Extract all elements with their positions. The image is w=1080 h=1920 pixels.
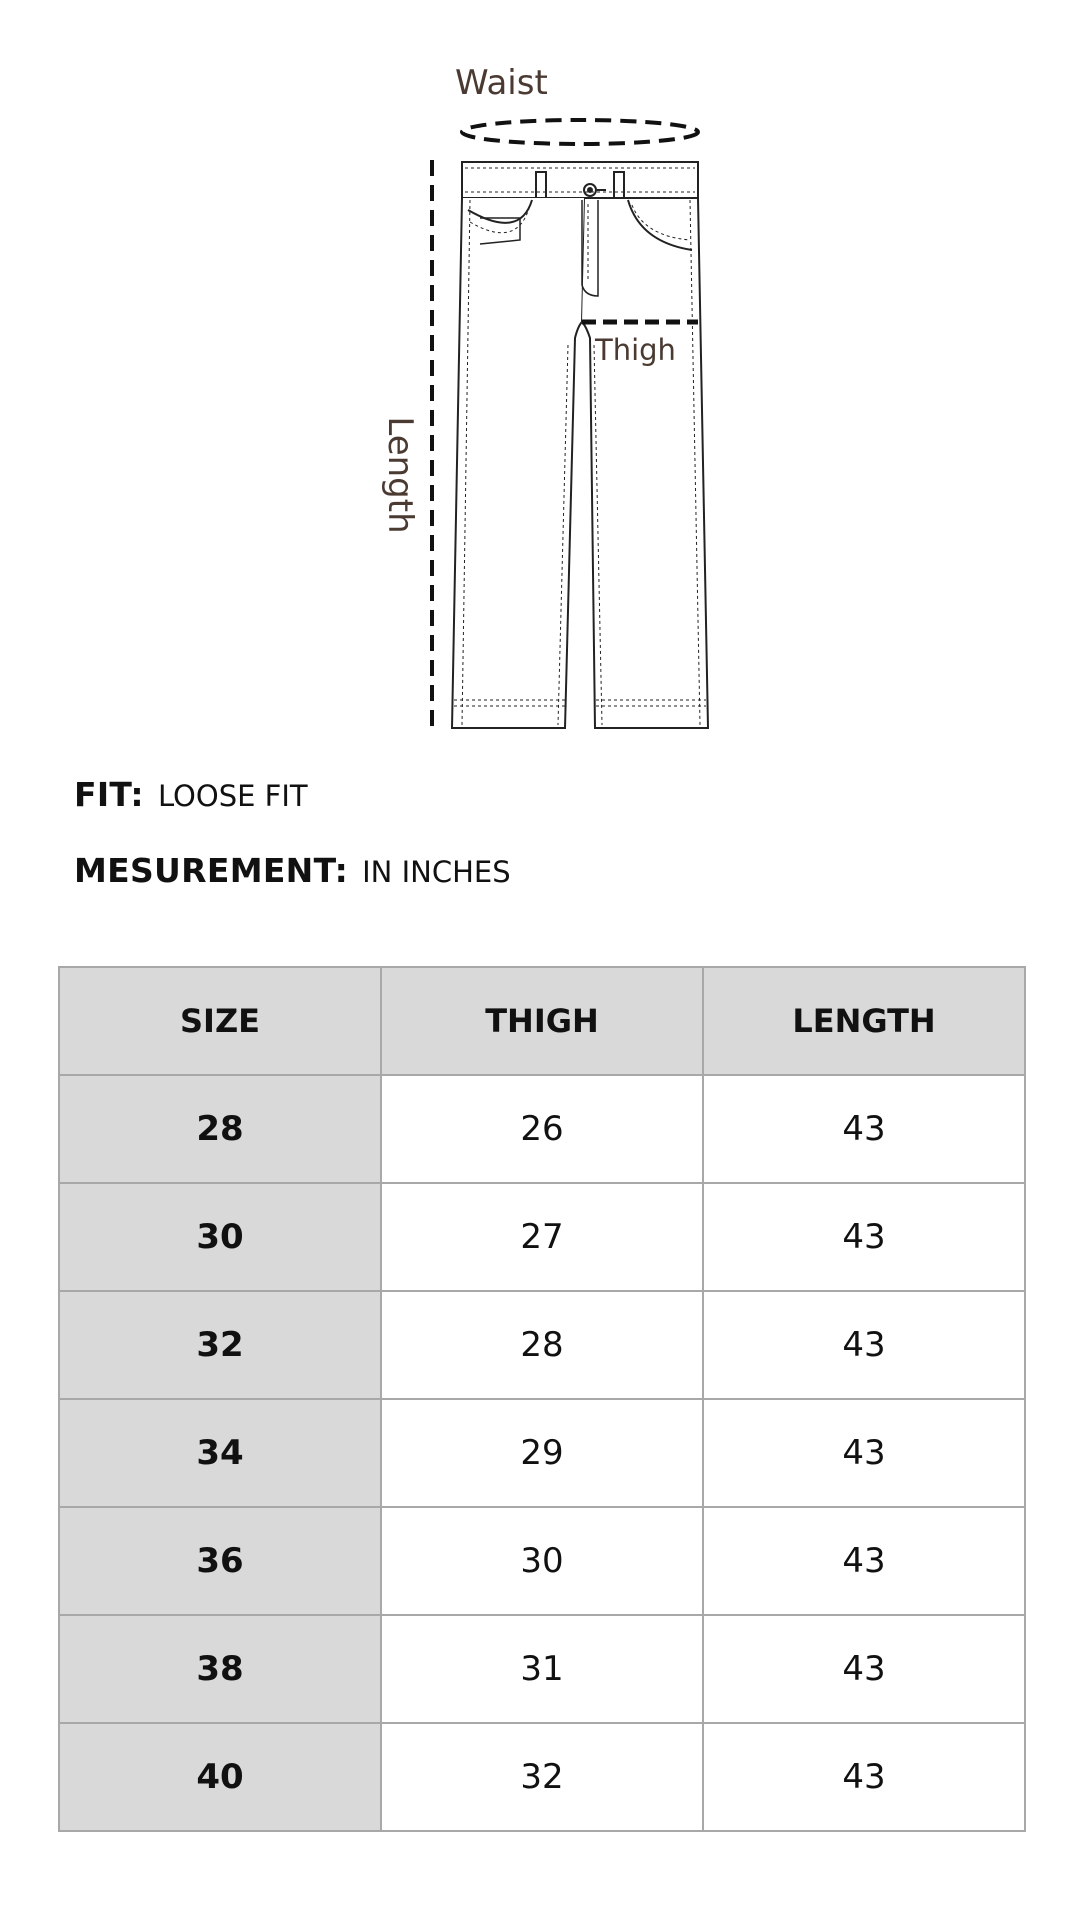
thigh-cell: 28 bbox=[381, 1291, 703, 1399]
size-cell: 28 bbox=[59, 1075, 381, 1183]
jeans-icon bbox=[452, 162, 708, 728]
table-row bbox=[59, 1183, 1025, 1291]
table-header-row bbox=[59, 967, 1025, 1075]
jeans-measurement-diagram bbox=[0, 0, 1080, 740]
header-size: SIZE bbox=[59, 967, 381, 1075]
length-cell: 43 bbox=[703, 1615, 1025, 1723]
size-cell: 32 bbox=[59, 1291, 381, 1399]
fit-value: LOOSE FIT bbox=[157, 779, 308, 813]
table-row bbox=[59, 1291, 1025, 1399]
thigh-cell: 30 bbox=[381, 1507, 703, 1615]
size-cell: 36 bbox=[59, 1507, 381, 1615]
measurement-label: MESUREMENT: bbox=[74, 851, 349, 890]
length-cell: 43 bbox=[703, 1075, 1025, 1183]
length-cell: 43 bbox=[703, 1399, 1025, 1507]
fit-spec bbox=[74, 775, 511, 815]
specs-block bbox=[74, 775, 511, 927]
thigh-cell: 29 bbox=[381, 1399, 703, 1507]
fit-label: FIT: bbox=[74, 775, 144, 814]
size-cell: 38 bbox=[59, 1615, 381, 1723]
length-cell: 43 bbox=[703, 1507, 1025, 1615]
length-cell: 43 bbox=[703, 1723, 1025, 1831]
header-thigh: THIGH bbox=[381, 967, 703, 1075]
length-label: Length bbox=[380, 416, 420, 534]
thigh-cell: 26 bbox=[381, 1075, 703, 1183]
thigh-cell: 27 bbox=[381, 1183, 703, 1291]
header-length: LENGTH bbox=[703, 967, 1025, 1075]
measurement-value: IN INCHES bbox=[362, 855, 511, 889]
size-cell: 34 bbox=[59, 1399, 381, 1507]
waist-measure-line bbox=[462, 120, 698, 144]
measurement-spec bbox=[74, 851, 511, 891]
table-row bbox=[59, 1399, 1025, 1507]
thigh-cell: 32 bbox=[381, 1723, 703, 1831]
thigh-label: Thigh bbox=[595, 333, 676, 367]
waist-label: Waist bbox=[455, 63, 548, 103]
size-chart-table bbox=[58, 966, 1026, 1832]
length-cell: 43 bbox=[703, 1183, 1025, 1291]
table-row bbox=[59, 1615, 1025, 1723]
table-row bbox=[59, 1075, 1025, 1183]
table-row bbox=[59, 1507, 1025, 1615]
size-cell: 30 bbox=[59, 1183, 381, 1291]
thigh-cell: 31 bbox=[381, 1615, 703, 1723]
length-cell: 43 bbox=[703, 1291, 1025, 1399]
table-row bbox=[59, 1723, 1025, 1831]
size-cell: 40 bbox=[59, 1723, 381, 1831]
